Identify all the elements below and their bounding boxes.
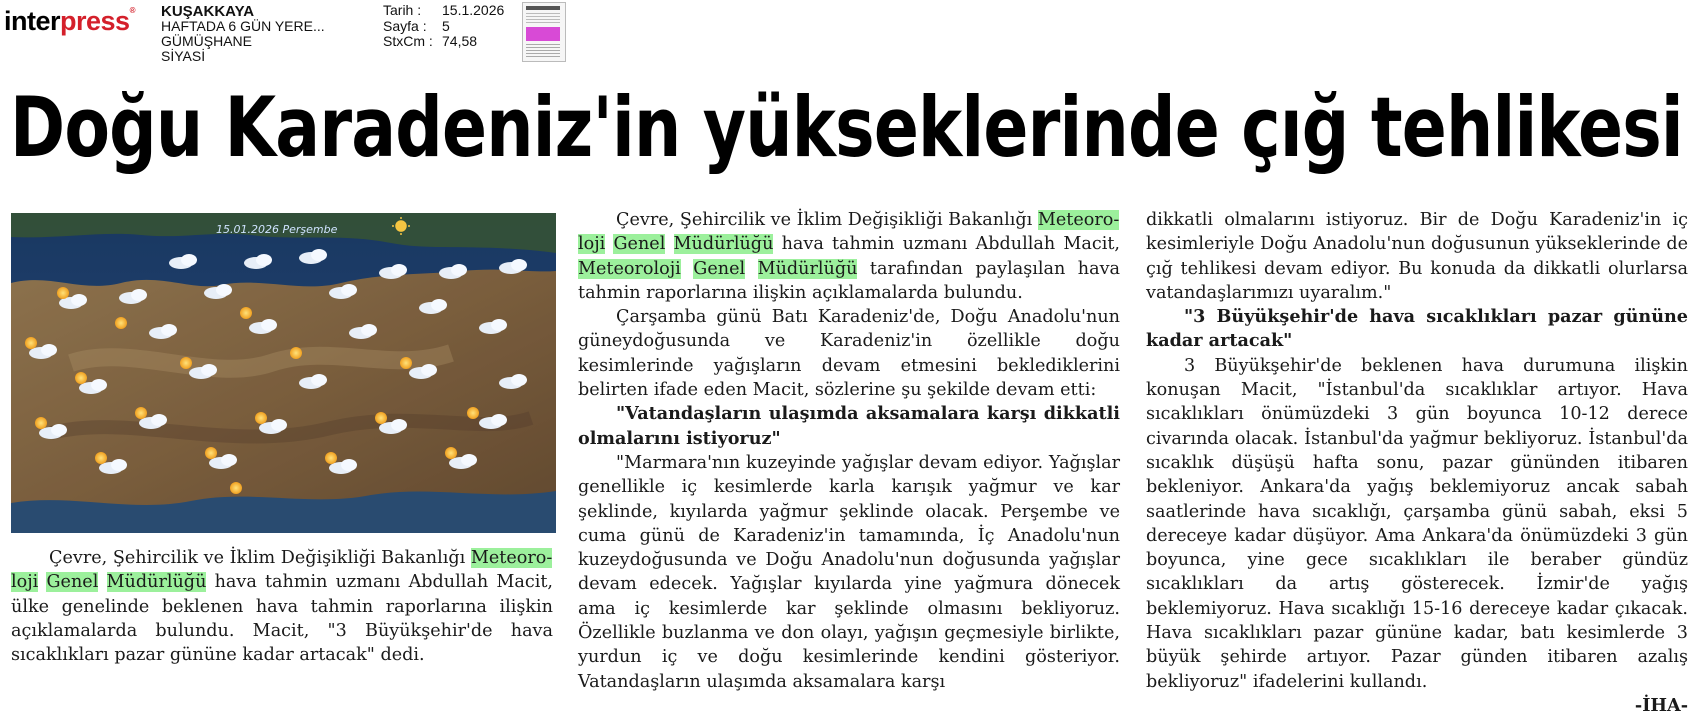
- highlight-meteoro: Meteoro-: [470, 548, 553, 568]
- paragraph-body: Çarşamba günü Batı Karadeniz'de, Doğu Anadolu'nun güneydoğusunda ve Karadeniz'in özellikle doğu kesimlerinde yağışların devam etmesini beklediklerini belirten ifade eden Macit, sözlerine şu şekilde devam etti:: [578, 307, 1120, 401]
- subheading: "3 Büyükşehir'de hava sıcaklıkları pazar gününe kadar artacak": [1146, 306, 1688, 352]
- caption-text-b: hava tahmin uzmanı Abdullah Macit, ülke genelinde beklenen hava tahmin raporlarına ilişkin açıklamalarda bulundu. Macit, "3 Büyükşehir'de hava sıcaklıkları pazar gününe kadar artacak" dedi.: [11, 572, 554, 666]
- highlight-mudurlugu: Müdürlüğü: [673, 234, 774, 255]
- subheading: "Vatandaşların ulaşımda aksamalara karşı dikkatli olmalarını istiyoruz": [578, 403, 1120, 449]
- highlight-meteoro: Meteoro-: [1037, 210, 1120, 230]
- highlight-genel: Genel: [46, 572, 99, 593]
- publication-frequency: HAFTADA 6 GÜN YERE...: [161, 18, 325, 34]
- highlight-loji: loji: [11, 572, 39, 593]
- highlight-mudurlugu-2: Müdürlüğü: [757, 258, 858, 279]
- highlight-genel: Genel: [613, 234, 666, 255]
- date-label: Tarih :: [383, 2, 422, 18]
- paragraph-body: 3 Büyükşehir'de beklenen hava durumuna ilişkin konuşan Macit, "İstanbul'da sıcaklıklar artıyor. Hava sıcaklıkları önümüzdeki 3 gün boyunca 10-12 derece civarında olacak. İstanbul'da yağmur bekliyoruz. İstanbul'da sıcaklık düşüşü hafta sonu, pazar gününden itibaren bekleniyor. Ankara'da yağış beklemiyoruz ancak sabah saatlerinde hava sıcaklığı, çarşamba günü sabah, eksi 5 dereceye kadar düşüyor. Ama Ankara'da önümüzdeki 3 gün boyunca, yine gece sıcaklıkları ile beraber gündüz sıcaklıkları da artış gösterecek. İzmir'de yağış beklemiyoruz. Hava sıcaklığı 15-16 dereceye kadar çıkacak. Hava sıcaklıkları pazar gününe kadar, batı kesimlerde 3 büyük şehirde artıyor. Pazar günden itibaren azalış bekliyoruz" ifadelerini kullandı.: [1146, 355, 1688, 692]
- clipping-header: [0, 0, 1703, 70]
- article-column-2: [578, 208, 1120, 694]
- paragraph-body: dikkatli olmalarını istiyoruz. Bir de Doğu Karadeniz'in iç kesimleriyle Doğu Anadolu'nun doğusunun yükseklerinde de çığ tehlikesi devam ediyor. Bu konuda da dikkatli olurlarsa vatandaşlarımızı uyaralım.": [1146, 210, 1688, 303]
- logo-part1: inter: [4, 6, 61, 36]
- clipping-meta: [383, 3, 504, 50]
- caption-paragraph: [11, 546, 553, 667]
- highlight-mudurlugu: Müdürlüğü: [106, 572, 207, 593]
- date-value: 15.1.2026: [442, 2, 505, 18]
- intro-text-a: Çevre, Şehircilik ve İklim Değişikliği Bakanlığı: [616, 210, 1038, 230]
- publication-name: KUŞAKKAYA: [161, 3, 255, 20]
- article-headline: Doğu Karadeniz'in yükseklerinde çığ tehlikesi: [10, 79, 1683, 176]
- highlight-loji: loji: [578, 234, 606, 255]
- weather-map-image: [11, 213, 556, 533]
- page-label: Sayfa :: [383, 17, 427, 34]
- logo-part2: press: [60, 6, 130, 36]
- highlight-meteoroloji: Meteoroloji: [578, 258, 681, 279]
- caption-text-a: Çevre, Şehircilik ve İklim Değişikliği Bakanlığı: [49, 548, 471, 568]
- publication-info: [161, 4, 325, 64]
- publication-city: GÜMÜŞHANE: [161, 33, 253, 49]
- paragraph-intro: [578, 208, 1120, 305]
- size-value: 74,58: [442, 33, 478, 49]
- map-date-text: 15.01.2026 Perşembe: [216, 223, 338, 236]
- intro-text-c: tarafından paylaşılan hava tahmin raporlarına ilişkin açıklamalarda bulundu.: [578, 258, 1120, 303]
- page-thumbnail[interactable]: [522, 2, 566, 62]
- intro-text-b: hava tahmin uzmanı Abdullah Macit,: [773, 234, 1121, 255]
- interpress-logo: [4, 6, 135, 37]
- logo-registered-mark: ®: [129, 6, 135, 15]
- publication-category: SİYASİ: [161, 48, 206, 64]
- page-value: 5: [442, 17, 450, 34]
- article-column-3: [1146, 208, 1688, 718]
- highlight-genel-2: Genel: [693, 258, 746, 279]
- image-caption: [11, 546, 553, 667]
- paragraph-body: "Marmara'nın kuzeyinde yağışlar devam ediyor. Yağışlar genellikle iç kesimlerde karla karışık yağmur ve kar şeklinde, kıyılarda yağmur şeklinde olacak. Perşembe ve cuma günü de Karadeniz'in tamamında, İç Anadolu'nun kuzeydoğusunda ve Doğu Anadolu'nun doğusunda yağışlar devam edecek. Yağışlar kıyılarda yine yağmura dönecek ama iç kesimlerde kar şeklinde olmasını bekliyoruz. Özellikle buzlanma ve don olayı, yağışın geçmesiyle birlikte, yurdun iç ve doğu kesimlerinde kendini gösteriyor. Vatandaşların ulaşımda aksamalara karşı: [578, 452, 1120, 692]
- agency-signature: -İHA-: [1634, 694, 1688, 716]
- size-label: StxCm :: [383, 33, 433, 49]
